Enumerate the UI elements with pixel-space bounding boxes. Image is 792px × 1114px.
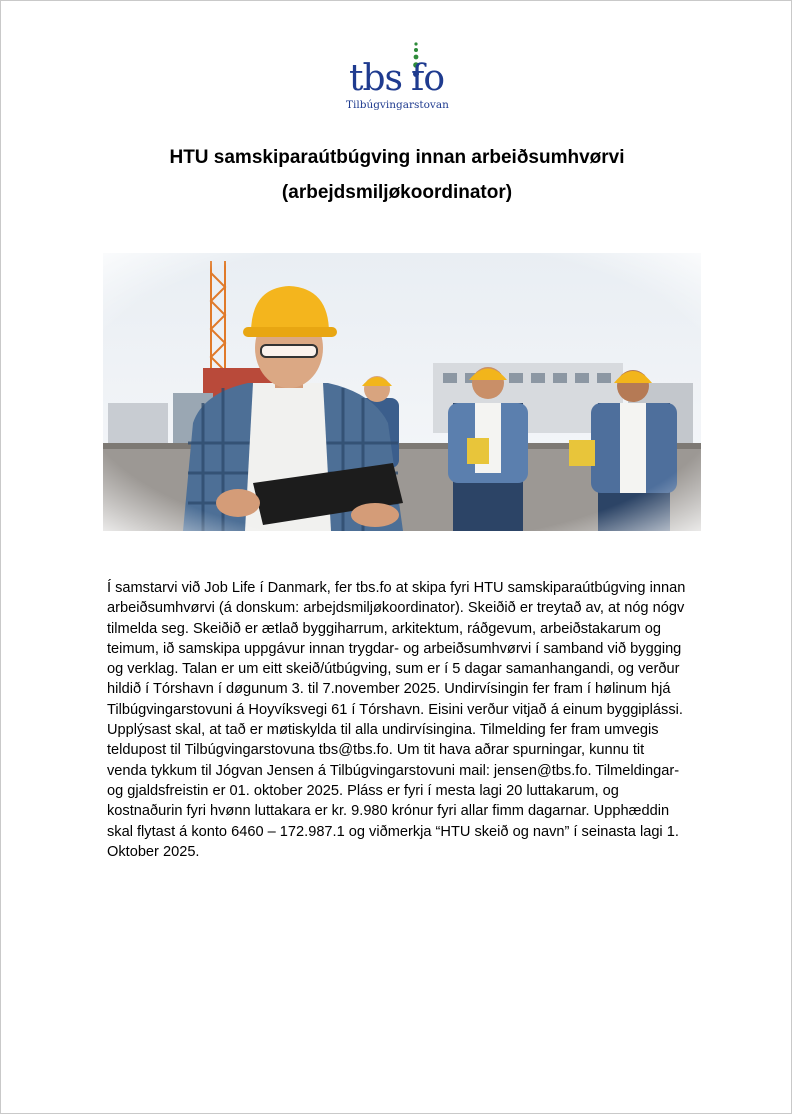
course-description-paragraph: Í samstarvi við Job Life í Danmark, fer tbs.fo at skipa fyri HTU samskiparaútbúgving innan arbeiðsumhvørvi (á donskum: arbejdsmiljøkoordinator). Skeiðið er treytað av, at nóg nógv tilmelda seg. Skeiðið er ætlað byggiharrum, arkitektum, ráðgevum, arbeiðstakarum og teimum, ið samskipa uppgávur innan trygdar- og arbeiðsumhvørvi í samband við bygging og verklag. Talan er um eitt skeið/útbúgving, sum er í 5 dagar samanhangandi, og verður hildið í Tórshavn í døgunum 3. til 7.november 2025. Undirvísingin fer fram í hølinum hjá Tilbúgvingarstovuni á Hoyvíksvegi 61 í Tórshavn. Eisini verður vitjað á einum byggiplássi. Upplýsast skal, at tað er møtiskylda til alla undirvísingina. Tilmelding fer fram umvegis teldupost til Tilbúgvingarstovuna tbs@tbs.fo. Um tit hava aðrar spurningar, kunnu tit venda tykkum til Jógvan Jensen á Tilbúgvingarstovuni mail: jensen@tbs.fo. Tilmeldingar- og gjaldsfreistin er 01. oktober 2025. Pláss er fyri í mesta lagi 20 luttakarum, og kostnaðurin fyri hvønn luttakara er kr. 9.980 krónur fyri allar fimm dagarnar. Upphæddin skal flytast á konto 6460 – 172.987.1 og viðmerkja “HTU skeið og navn” í seinasta lagi 1. Oktober 2025. <box>107 580 686 860</box>
logo-wordmark <box>349 59 444 99</box>
course-description <box>107 578 687 862</box>
tbs-logo <box>341 41 461 116</box>
logo-subtitle: Tilbúgvingarstovan <box>346 99 449 111</box>
page-title-line-2: (arbejdsmiljøkoordinator) <box>281 182 513 203</box>
logo-wordmark-left: tbs <box>349 58 402 99</box>
logo-wordmark-right: fo <box>411 58 444 99</box>
construction-workers-photo <box>103 253 701 531</box>
page-title-line-1: HTU samskiparaútbúgving innan arbeiðsumhvørvi <box>169 147 625 168</box>
